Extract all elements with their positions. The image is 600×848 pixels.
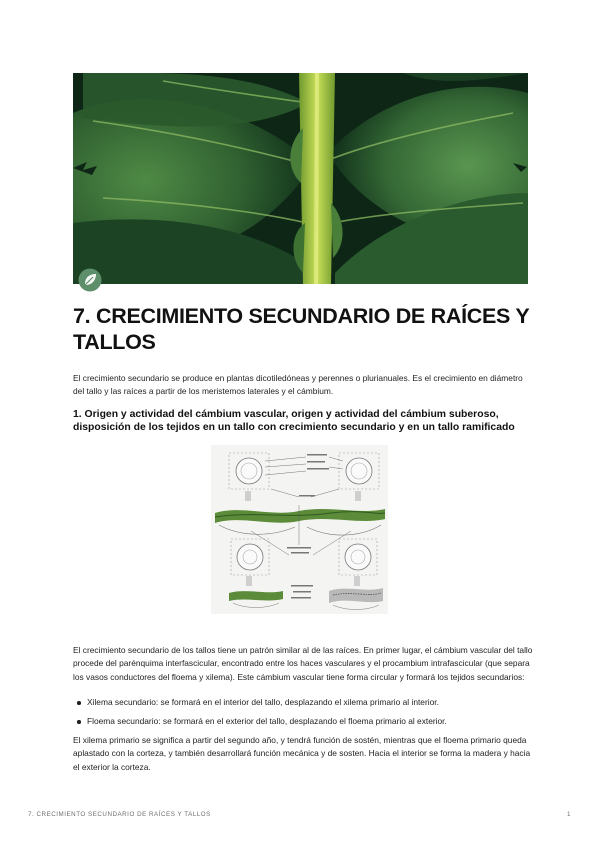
list-item-text: Floema secundario: se formará en el exterior del tallo, desplazando el floema primario al exterior. xyxy=(87,716,447,726)
list-item xyxy=(73,715,533,728)
footer-running-title: 7. CRECIMIENTO SECUNDARIO DE RAÍCES Y TALLOS xyxy=(28,811,211,818)
page-title: 7. CRECIMIENTO SECUNDARIO DE RAÍCES Y TALLOS xyxy=(73,304,530,354)
footer-page-number: 1 xyxy=(567,811,571,818)
secondary-growth-diagram xyxy=(211,445,388,614)
section-heading: 1. Origen y actividad del cámbium vascular, origen y actividad del cámbium suberoso, disposición de los tejidos en un tallo con crecimiento secundario y en un tallo ramificado xyxy=(73,409,515,433)
body-paragraph-1: El crecimiento secundario de los tallos tiene un patrón similar al de las raíces. En primer lugar, el cámbium vascular del tallo procede del parénquima interfascicular, encontrado entre los haces vasculares y el procambium intrafascicular (que separa los vasos conductores del floema y xilema). Este cámbium vascular tiene forma circular y formará los tejidos secundarios: xyxy=(73,645,533,682)
body-paragraph-2: El xilema primario se significa a partir del segundo año, y tendrá función de sostén, mientras que el floema primario queda aplastado con la corteza, y también desarrollará función mecánica y de sosten. Hacia el interior se forma la madera y hacia el exterior la corteza. xyxy=(73,735,531,772)
leaf-icon xyxy=(78,268,102,292)
list-item-text: Xilema secundario: se formará en el interior del tallo, desplazando el xilema primario al interior. xyxy=(87,697,439,707)
bullet-icon xyxy=(77,720,81,724)
list-item xyxy=(73,696,533,709)
intro-paragraph: El crecimiento secundario se produce en plantas dicotiledóneas y perennes o plurianuales. Es el crecimiento en diámetro del tallo y las raíces a partir de los meristemos laterales y el cámbium. xyxy=(73,373,523,397)
bullet-icon xyxy=(77,701,81,705)
tissue-bullet-list xyxy=(73,696,533,734)
hero-leaf-image xyxy=(73,73,528,284)
